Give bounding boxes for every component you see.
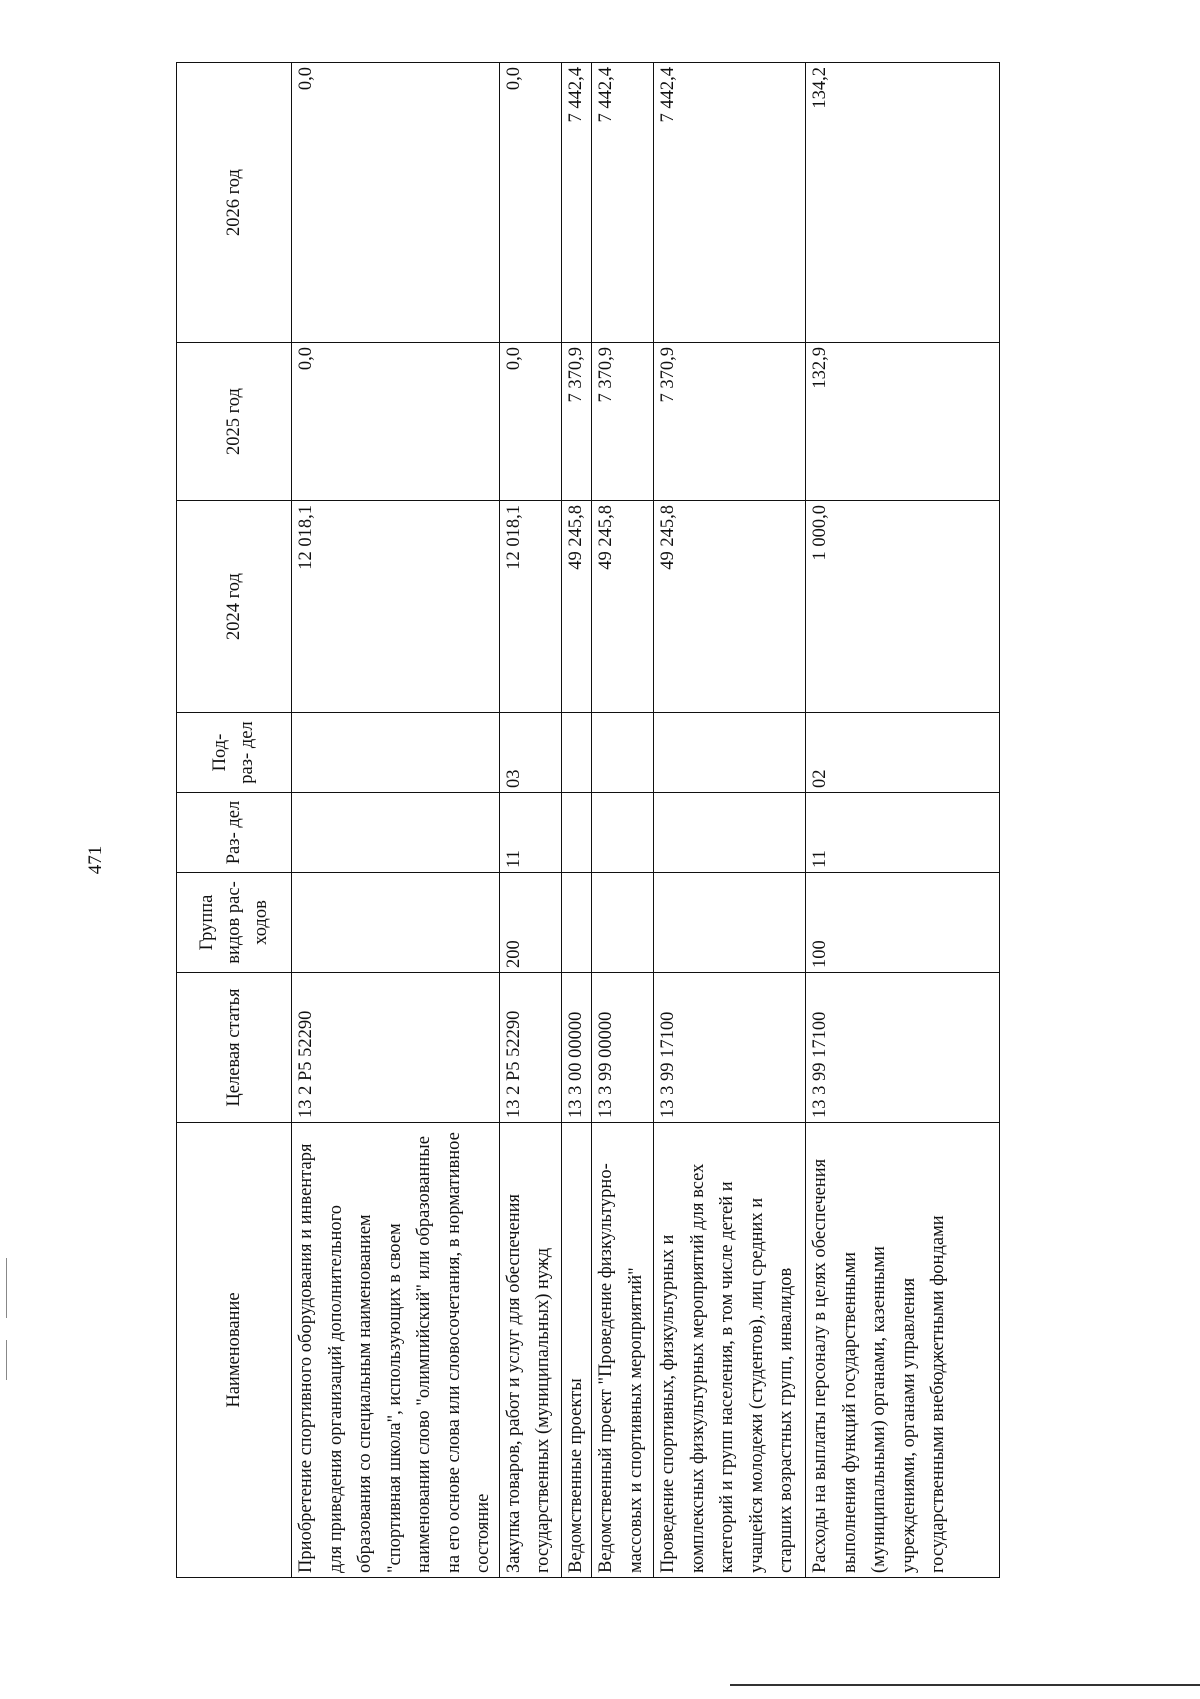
- cell-2024: 1 000,0: [806, 501, 1000, 713]
- cell-name: Проведение спортивных, физкультурных и комплексных физкультурных мероприятий для всех категорий и групп населения, в том числе детей и учащейся молодежи (студентов), лиц средних и старших возрастных групп, инвалидов: [654, 1123, 806, 1578]
- budget-table: [176, 62, 1000, 1578]
- cell-podrazdel: 02: [806, 713, 1000, 793]
- cell-podrazdel: 03: [499, 713, 561, 793]
- cell-razdel: [654, 793, 806, 873]
- header-group: Группа видов рас- ходов: [177, 873, 292, 973]
- cell-2026: 0,0: [499, 63, 561, 343]
- cell-group: 200: [499, 873, 561, 973]
- cell-name: Ведомственный проект "Проведение физкультурно-массовых и спортивных мероприятий": [592, 1123, 654, 1578]
- table-row: [292, 63, 500, 1578]
- cell-target: 13 2 P5 52290: [292, 973, 500, 1123]
- cell-razdel: [592, 793, 654, 873]
- cell-2026: 7 442,4: [561, 63, 592, 343]
- cell-group: [561, 873, 592, 973]
- cell-2025: 0,0: [292, 343, 500, 501]
- table-row: [654, 63, 806, 1578]
- cell-group: [654, 873, 806, 973]
- cell-podrazdel: [654, 713, 806, 793]
- header-name: Наименование: [177, 1123, 292, 1578]
- cell-target: 13 3 99 17100: [806, 973, 1000, 1123]
- cell-2024: 12 018,1: [292, 501, 500, 713]
- header-2025: 2025 год: [177, 343, 292, 501]
- cell-2025: 7 370,9: [592, 343, 654, 501]
- cell-podrazdel: [292, 713, 500, 793]
- scan-bottom-line: [730, 1684, 1200, 1686]
- cell-2026: 7 442,4: [592, 63, 654, 343]
- budget-table-rotated: [176, 63, 996, 1578]
- cell-razdel: 11: [806, 793, 1000, 873]
- header-target: Целевая статья: [177, 973, 292, 1123]
- scan-edge-mark: [6, 1258, 7, 1318]
- cell-2026: 0,0: [292, 63, 500, 343]
- cell-2025: 0,0: [499, 343, 561, 501]
- cell-name: Ведомственные проекты: [561, 1123, 592, 1578]
- cell-2026: 7 442,4: [654, 63, 806, 343]
- header-2024: 2024 год: [177, 501, 292, 713]
- cell-2025: 7 370,9: [654, 343, 806, 501]
- cell-podrazdel: [592, 713, 654, 793]
- cell-name: Расходы на выплаты персоналу в целях обеспечения выполнения функций государственными (муниципальными) органами, казенными учреждениями, органами управления государственными внебюджетными фондами: [806, 1123, 1000, 1578]
- cell-group: 100: [806, 873, 1000, 973]
- cell-razdel: [561, 793, 592, 873]
- table-row: [806, 63, 1000, 1578]
- cell-target: 13 3 99 17100: [654, 973, 806, 1123]
- cell-2026: 134,2: [806, 63, 1000, 343]
- cell-target: 13 3 00 00000: [561, 973, 592, 1123]
- cell-group: [592, 873, 654, 973]
- cell-2024: 12 018,1: [499, 501, 561, 713]
- scan-edge-mark: [6, 1340, 7, 1380]
- cell-2025: 132,9: [806, 343, 1000, 501]
- cell-2024: 49 245,8: [561, 501, 592, 713]
- page-number: 471: [85, 845, 106, 875]
- table-header-row: [177, 63, 292, 1578]
- cell-target: 13 2 P5 52290: [499, 973, 561, 1123]
- cell-2024: 49 245,8: [654, 501, 806, 713]
- cell-group: [292, 873, 500, 973]
- header-2026: 2026 год: [177, 63, 292, 343]
- cell-name: Приобретение спортивного оборудования и инвентаря для приведения организаций дополнительного образования со специальным наименованием "спортивная школа", использующих в своем наименовании слово "олимпийский" или образованные на его основе слова или словосочетания, в нормативное состояние: [292, 1123, 500, 1578]
- header-razdel: Раз- дел: [177, 793, 292, 873]
- cell-razdel: 11: [499, 793, 561, 873]
- table-row: [499, 63, 561, 1578]
- cell-target: 13 3 99 00000: [592, 973, 654, 1123]
- cell-name: Закупка товаров, работ и услуг для обеспечения государственных (муниципальных) нужд: [499, 1123, 561, 1578]
- cell-razdel: [292, 793, 500, 873]
- cell-2024: 49 245,8: [592, 501, 654, 713]
- table-row: [592, 63, 654, 1578]
- table-row: [561, 63, 592, 1578]
- header-podrazdel: Под- раз- дел: [177, 713, 292, 793]
- cell-podrazdel: [561, 713, 592, 793]
- cell-2025: 7 370,9: [561, 343, 592, 501]
